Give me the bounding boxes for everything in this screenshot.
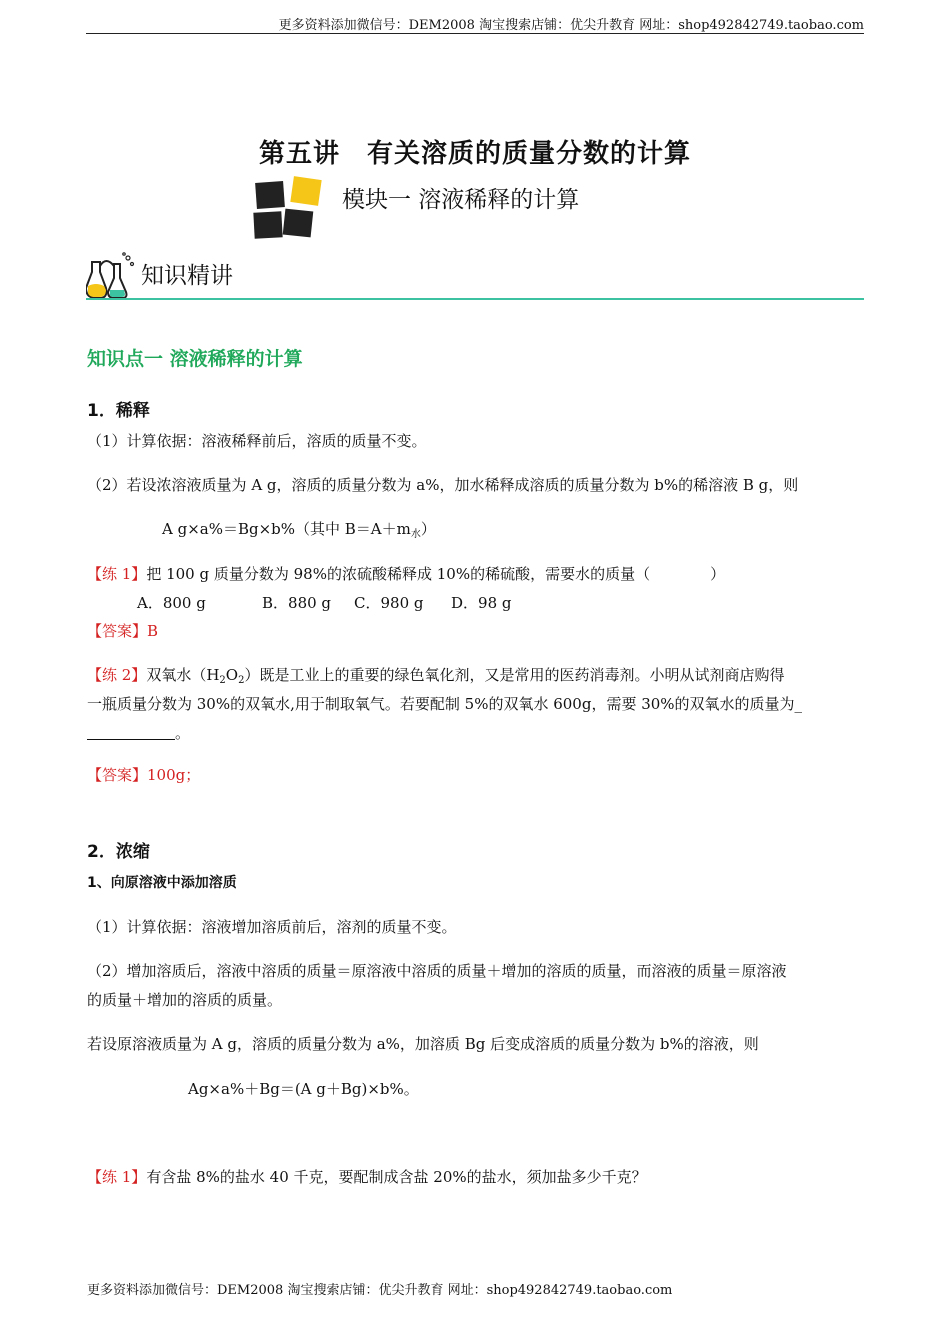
part2-heading: 2．浓缩 [87,842,150,862]
part1-formula [162,518,436,540]
formula-subscript: 水 [410,529,421,540]
exercise-text-b: O [225,666,239,684]
exercise-text-c: ）既是工业上的重要的绿色氧化剂，又是常用的医药消毒剂。小明从试剂商店购得 [244,666,785,684]
part1-ex2-line2: 一瓶质量分数为 30%的双氧水,用于制取氧气。若要配制 5%的双氧水 600g，需要 30%的双氧水的质量为_ [87,695,803,713]
knowledge-point-title: 知识点一 溶液稀释的计算 [87,348,303,370]
part2-formula: Ag×a%＋Bg＝(A g＋Bg)×b%。 [188,1080,419,1098]
formula-end: ） [420,520,436,538]
subscript: 2 [219,675,226,686]
part1-ex1-option-d: D．98 g [451,594,512,612]
section-title: 知识精讲 [141,263,233,289]
module-logo-icon [252,176,328,242]
exercise-tag: 【练 1】 [87,1168,147,1186]
exercise-tag: 【练 1】 [87,565,147,583]
part1-ex2-line1 [87,664,784,686]
part2-sub-heading: 1、向原溶液中添加溶质 [87,875,237,891]
part2-p1: （1）计算依据：溶液增加溶质前后，溶剂的质量不变。 [87,918,457,936]
formula-main: A g×a%＝Bg×b%（其中 B＝A＋m [162,520,411,538]
answer-tag: 【答案】 [87,622,148,640]
part1-ex2-answer [87,764,200,785]
answer-text: 100g； [147,766,201,784]
answer-tag: 【答案】 [87,766,148,784]
part1-p2: （2）若设浓溶液质量为 A g，溶质的质量分数为 a%，加水稀释成溶质的质量分数为 b%的稀溶液 B g，则 [87,476,799,494]
part2-ex1-question [87,1166,647,1187]
answer-text: B [147,622,159,640]
page-title: 第五讲 有关溶质的质量分数的计算 [258,139,691,169]
logo-square-4 [283,209,314,238]
part1-heading: 1．稀释 [87,401,150,421]
exercise-text-a: 双氧水（H [146,666,220,684]
exercise-text: 把 100 g 质量分数为 98%的浓硫酸稀释成 10%的稀硫酸，需要水的质量（ ） [146,565,726,583]
part1-ex1-option-c: C．980 g [354,594,424,612]
part1-p1: （1）计算依据：溶液稀释前后，溶质的质量不变。 [87,432,427,450]
part2-p3: 若设原溶液质量为 A g，溶质的质量分数为 a%，加溶质 Bg 后变成溶质的质量分数为 b%的溶液，则 [87,1035,759,1053]
logo-square-3 [253,211,282,238]
part2-p2-line1: （2）增加溶质后，溶液中溶质的质量＝原溶液中溶质的质量＋增加的溶质的质量，而溶液的质量＝原溶液 [87,962,787,980]
part1-ex2-line3 [87,722,190,743]
module-title: 模块一 溶液稀释的计算 [342,187,580,213]
part2-p2-line2: 的质量＋增加的溶质的质量。 [87,991,283,1009]
header-divider [86,33,864,34]
subscript: 2 [238,675,245,686]
part1-ex1-option-b: B．880 g [262,594,332,612]
section-divider [86,298,864,300]
line-end: 。 [175,724,191,742]
page-footer-text: 更多资料添加微信号：DEM2008 淘宝搜索店铺：优尖升教育 网址：shop492842749.taobao.com [87,1283,673,1298]
logo-square-1 [255,181,285,209]
part1-ex1-question [87,563,725,584]
part1-ex1-option-a: A．800 g [137,594,206,612]
exercise-text: 有含盐 8%的盐水 40 千克，要配制成含盐 20%的盐水，须加盐多少千克？ [146,1168,647,1186]
lab-flask-icon [86,252,136,300]
exercise-tag: 【练 2】 [87,666,147,684]
part1-ex1-answer [87,620,158,641]
logo-square-2 [290,176,321,206]
page-header-text: 更多资料添加微信号：DEM2008 淘宝搜索店铺：优尖升教育 网址：shop492842749.taobao.com [278,18,864,33]
answer-blank[interactable] [87,725,175,740]
